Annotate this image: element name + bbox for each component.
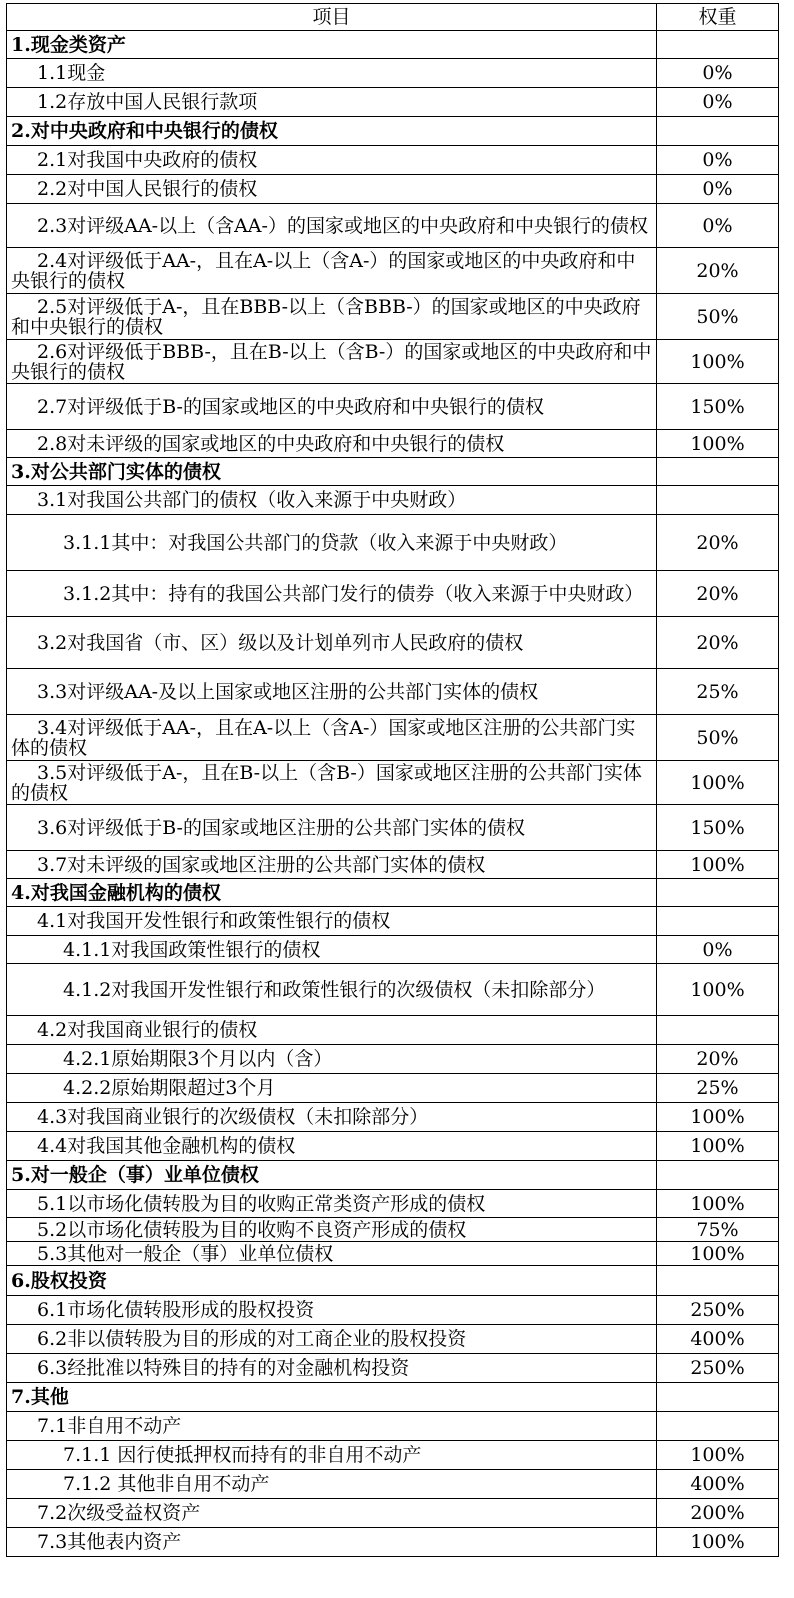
header-item: 项目 — [7, 4, 657, 31]
weight-cell: 25% — [657, 669, 779, 715]
table-row — [7, 1499, 779, 1528]
item-cell: 1.2存放中国人民银行款项 — [7, 88, 657, 117]
weight-cell — [657, 31, 779, 59]
weight-cell: 100% — [657, 340, 779, 384]
table-row — [7, 1296, 779, 1325]
table-row — [7, 1325, 779, 1354]
item-cell: 2.2对中国人民银行的债权 — [7, 175, 657, 204]
table-row — [7, 146, 779, 175]
weight-cell: 100% — [657, 964, 779, 1016]
table-row — [7, 1132, 779, 1161]
table-row — [7, 715, 779, 761]
item-cell: 3.6对评级低于B-的国家或地区注册的公共部门实体的债权 — [7, 805, 657, 851]
weight-cell: 20% — [657, 515, 779, 571]
category-row — [7, 458, 779, 486]
item-cell: 7.其他 — [7, 1383, 657, 1412]
weight-cell: 100% — [657, 851, 779, 879]
table-row — [7, 669, 779, 715]
weight-cell: 200% — [657, 1499, 779, 1528]
item-cell: 4.1.2对我国开发性银行和政策性银行的次级债权（未扣除部分） — [7, 964, 657, 1016]
table-row — [7, 1528, 779, 1557]
weight-cell: 20% — [657, 571, 779, 617]
item-cell: 6.1市场化债转股形成的股权投资 — [7, 1296, 657, 1325]
table-row — [7, 571, 779, 617]
category-row — [7, 879, 779, 907]
table-row — [7, 515, 779, 571]
item-cell: 2.8对未评级的国家或地区的中央政府和中央银行的债权 — [7, 430, 657, 458]
table-row — [7, 1016, 779, 1045]
item-cell: 4.2.2原始期限超过3个月 — [7, 1074, 657, 1103]
item-cell: 5.2以市场化债转股为目的收购不良资产形成的债权 — [7, 1218, 657, 1242]
item-cell: 7.2次级受益权资产 — [7, 1499, 657, 1528]
weight-cell — [657, 486, 779, 515]
item-cell: 6.3经批准以特殊目的持有的对金融机构投资 — [7, 1354, 657, 1383]
weight-cell: 100% — [657, 1242, 779, 1266]
table-row — [7, 1103, 779, 1132]
weight-cell — [657, 1383, 779, 1412]
item-cell: 4.2.1原始期限3个月以内（含） — [7, 1045, 657, 1074]
table-row — [7, 340, 779, 384]
weight-cell: 100% — [657, 1132, 779, 1161]
table-row — [7, 1045, 779, 1074]
item-cell: 3.4对评级低于AA-，且在A-以上（含A-）国家或地区注册的公共部门实体的债权 — [7, 715, 657, 761]
weight-cell: 100% — [657, 430, 779, 458]
weight-cell: 0% — [657, 146, 779, 175]
table-row — [7, 851, 779, 879]
table-row — [7, 1218, 779, 1242]
weight-cell: 150% — [657, 384, 779, 430]
weight-cell: 100% — [657, 1103, 779, 1132]
item-cell: 2.对中央政府和中央银行的债权 — [7, 117, 657, 146]
item-cell: 7.3其他表内资产 — [7, 1528, 657, 1557]
weight-cell: 250% — [657, 1296, 779, 1325]
weight-cell: 150% — [657, 805, 779, 851]
table-row — [7, 294, 779, 340]
item-cell: 4.1对我国开发性银行和政策性银行的债权 — [7, 907, 657, 936]
weight-cell: 50% — [657, 294, 779, 340]
item-cell: 1.现金类资产 — [7, 31, 657, 59]
table-row — [7, 59, 779, 88]
weight-cell: 100% — [657, 1190, 779, 1218]
category-row — [7, 1161, 779, 1190]
table-row — [7, 486, 779, 515]
item-cell: 3.3对评级AA-及以上国家或地区注册的公共部门实体的债权 — [7, 669, 657, 715]
item-cell: 4.2对我国商业银行的债权 — [7, 1016, 657, 1045]
weight-cell — [657, 1161, 779, 1190]
table-row — [7, 1441, 779, 1470]
table-row — [7, 964, 779, 1016]
item-cell: 4.1.1对我国政策性银行的债权 — [7, 936, 657, 964]
item-cell: 3.5对评级低于A-，且在B-以上（含B-）国家或地区注册的公共部门实体的债权 — [7, 761, 657, 805]
weight-cell: 50% — [657, 715, 779, 761]
weight-cell: 0% — [657, 59, 779, 88]
item-cell: 3.对公共部门实体的债权 — [7, 458, 657, 486]
item-cell: 7.1非自用不动产 — [7, 1412, 657, 1441]
table-row — [7, 430, 779, 458]
weight-cell: 400% — [657, 1325, 779, 1354]
item-cell: 7.1.2 其他非自用不动产 — [7, 1470, 657, 1499]
item-cell: 5.对一般企（事）业单位债权 — [7, 1161, 657, 1190]
weight-cell: 0% — [657, 936, 779, 964]
item-cell: 2.7对评级低于B-的国家或地区的中央政府和中央银行的债权 — [7, 384, 657, 430]
table-row — [7, 175, 779, 204]
weight-cell — [657, 879, 779, 907]
weight-cell — [657, 1016, 779, 1045]
weight-cell — [657, 117, 779, 146]
table-header-row — [7, 4, 779, 31]
item-cell: 2.5对评级低于A-，且在BBB-以上（含BBB-）的国家或地区的中央政府和中央银行的债权 — [7, 294, 657, 340]
table-row — [7, 617, 779, 669]
category-row — [7, 1383, 779, 1412]
weight-cell: 250% — [657, 1354, 779, 1383]
weight-cell — [657, 458, 779, 486]
item-cell: 4.4对我国其他金融机构的债权 — [7, 1132, 657, 1161]
header-weight: 权重 — [657, 4, 779, 31]
table-row — [7, 204, 779, 248]
item-cell: 3.1.2其中：持有的我国公共部门发行的债券（收入来源于中央财政） — [7, 571, 657, 617]
risk-weight-table — [6, 3, 779, 1557]
item-cell: 2.3对评级AA-以上（含AA-）的国家或地区的中央政府和中央银行的债权 — [7, 204, 657, 248]
table-row — [7, 88, 779, 117]
item-cell: 6.2非以债转股为目的形成的对工商企业的股权投资 — [7, 1325, 657, 1354]
weight-cell: 75% — [657, 1218, 779, 1242]
weight-cell: 0% — [657, 88, 779, 117]
weight-cell: 0% — [657, 204, 779, 248]
weight-cell: 100% — [657, 761, 779, 805]
table-row — [7, 1242, 779, 1266]
item-cell: 3.7对未评级的国家或地区注册的公共部门实体的债权 — [7, 851, 657, 879]
item-cell: 2.4对评级低于AA-，且在A-以上（含A-）的国家或地区的中央政府和中央银行的债权 — [7, 248, 657, 294]
table-row — [7, 805, 779, 851]
weight-cell: 20% — [657, 1045, 779, 1074]
table-row — [7, 1190, 779, 1218]
weight-cell — [657, 1266, 779, 1296]
table-row — [7, 1412, 779, 1441]
item-cell: 4.3对我国商业银行的次级债权（未扣除部分） — [7, 1103, 657, 1132]
weight-cell: 100% — [657, 1528, 779, 1557]
item-cell: 4.对我国金融机构的债权 — [7, 879, 657, 907]
weight-cell — [657, 1412, 779, 1441]
item-cell: 3.2对我国省（市、区）级以及计划单列市人民政府的债权 — [7, 617, 657, 669]
weight-cell: 100% — [657, 1441, 779, 1470]
item-cell: 1.1现金 — [7, 59, 657, 88]
item-cell: 2.6对评级低于BBB-，且在B-以上（含B-）的国家或地区的中央政府和中央银行的债权 — [7, 340, 657, 384]
item-cell: 3.1对我国公共部门的债权（收入来源于中央财政） — [7, 486, 657, 515]
weight-cell: 0% — [657, 175, 779, 204]
table-row — [7, 761, 779, 805]
item-cell: 6.股权投资 — [7, 1266, 657, 1296]
table-row — [7, 1354, 779, 1383]
weight-cell — [657, 907, 779, 936]
weight-cell: 400% — [657, 1470, 779, 1499]
category-row — [7, 1266, 779, 1296]
weight-cell: 20% — [657, 617, 779, 669]
table-body — [7, 31, 779, 1557]
table-row — [7, 1074, 779, 1103]
table-row — [7, 248, 779, 294]
table-row — [7, 907, 779, 936]
item-cell: 2.1对我国中央政府的债权 — [7, 146, 657, 175]
table-row — [7, 936, 779, 964]
item-cell: 7.1.1 因行使抵押权而持有的非自用不动产 — [7, 1441, 657, 1470]
table-row — [7, 384, 779, 430]
item-cell: 5.3其他对一般企（事）业单位债权 — [7, 1242, 657, 1266]
table-row — [7, 1470, 779, 1499]
item-cell: 5.1以市场化债转股为目的收购正常类资产形成的债权 — [7, 1190, 657, 1218]
item-cell: 3.1.1其中：对我国公共部门的贷款（收入来源于中央财政） — [7, 515, 657, 571]
weight-cell: 25% — [657, 1074, 779, 1103]
category-row — [7, 31, 779, 59]
weight-cell: 20% — [657, 248, 779, 294]
category-row — [7, 117, 779, 146]
